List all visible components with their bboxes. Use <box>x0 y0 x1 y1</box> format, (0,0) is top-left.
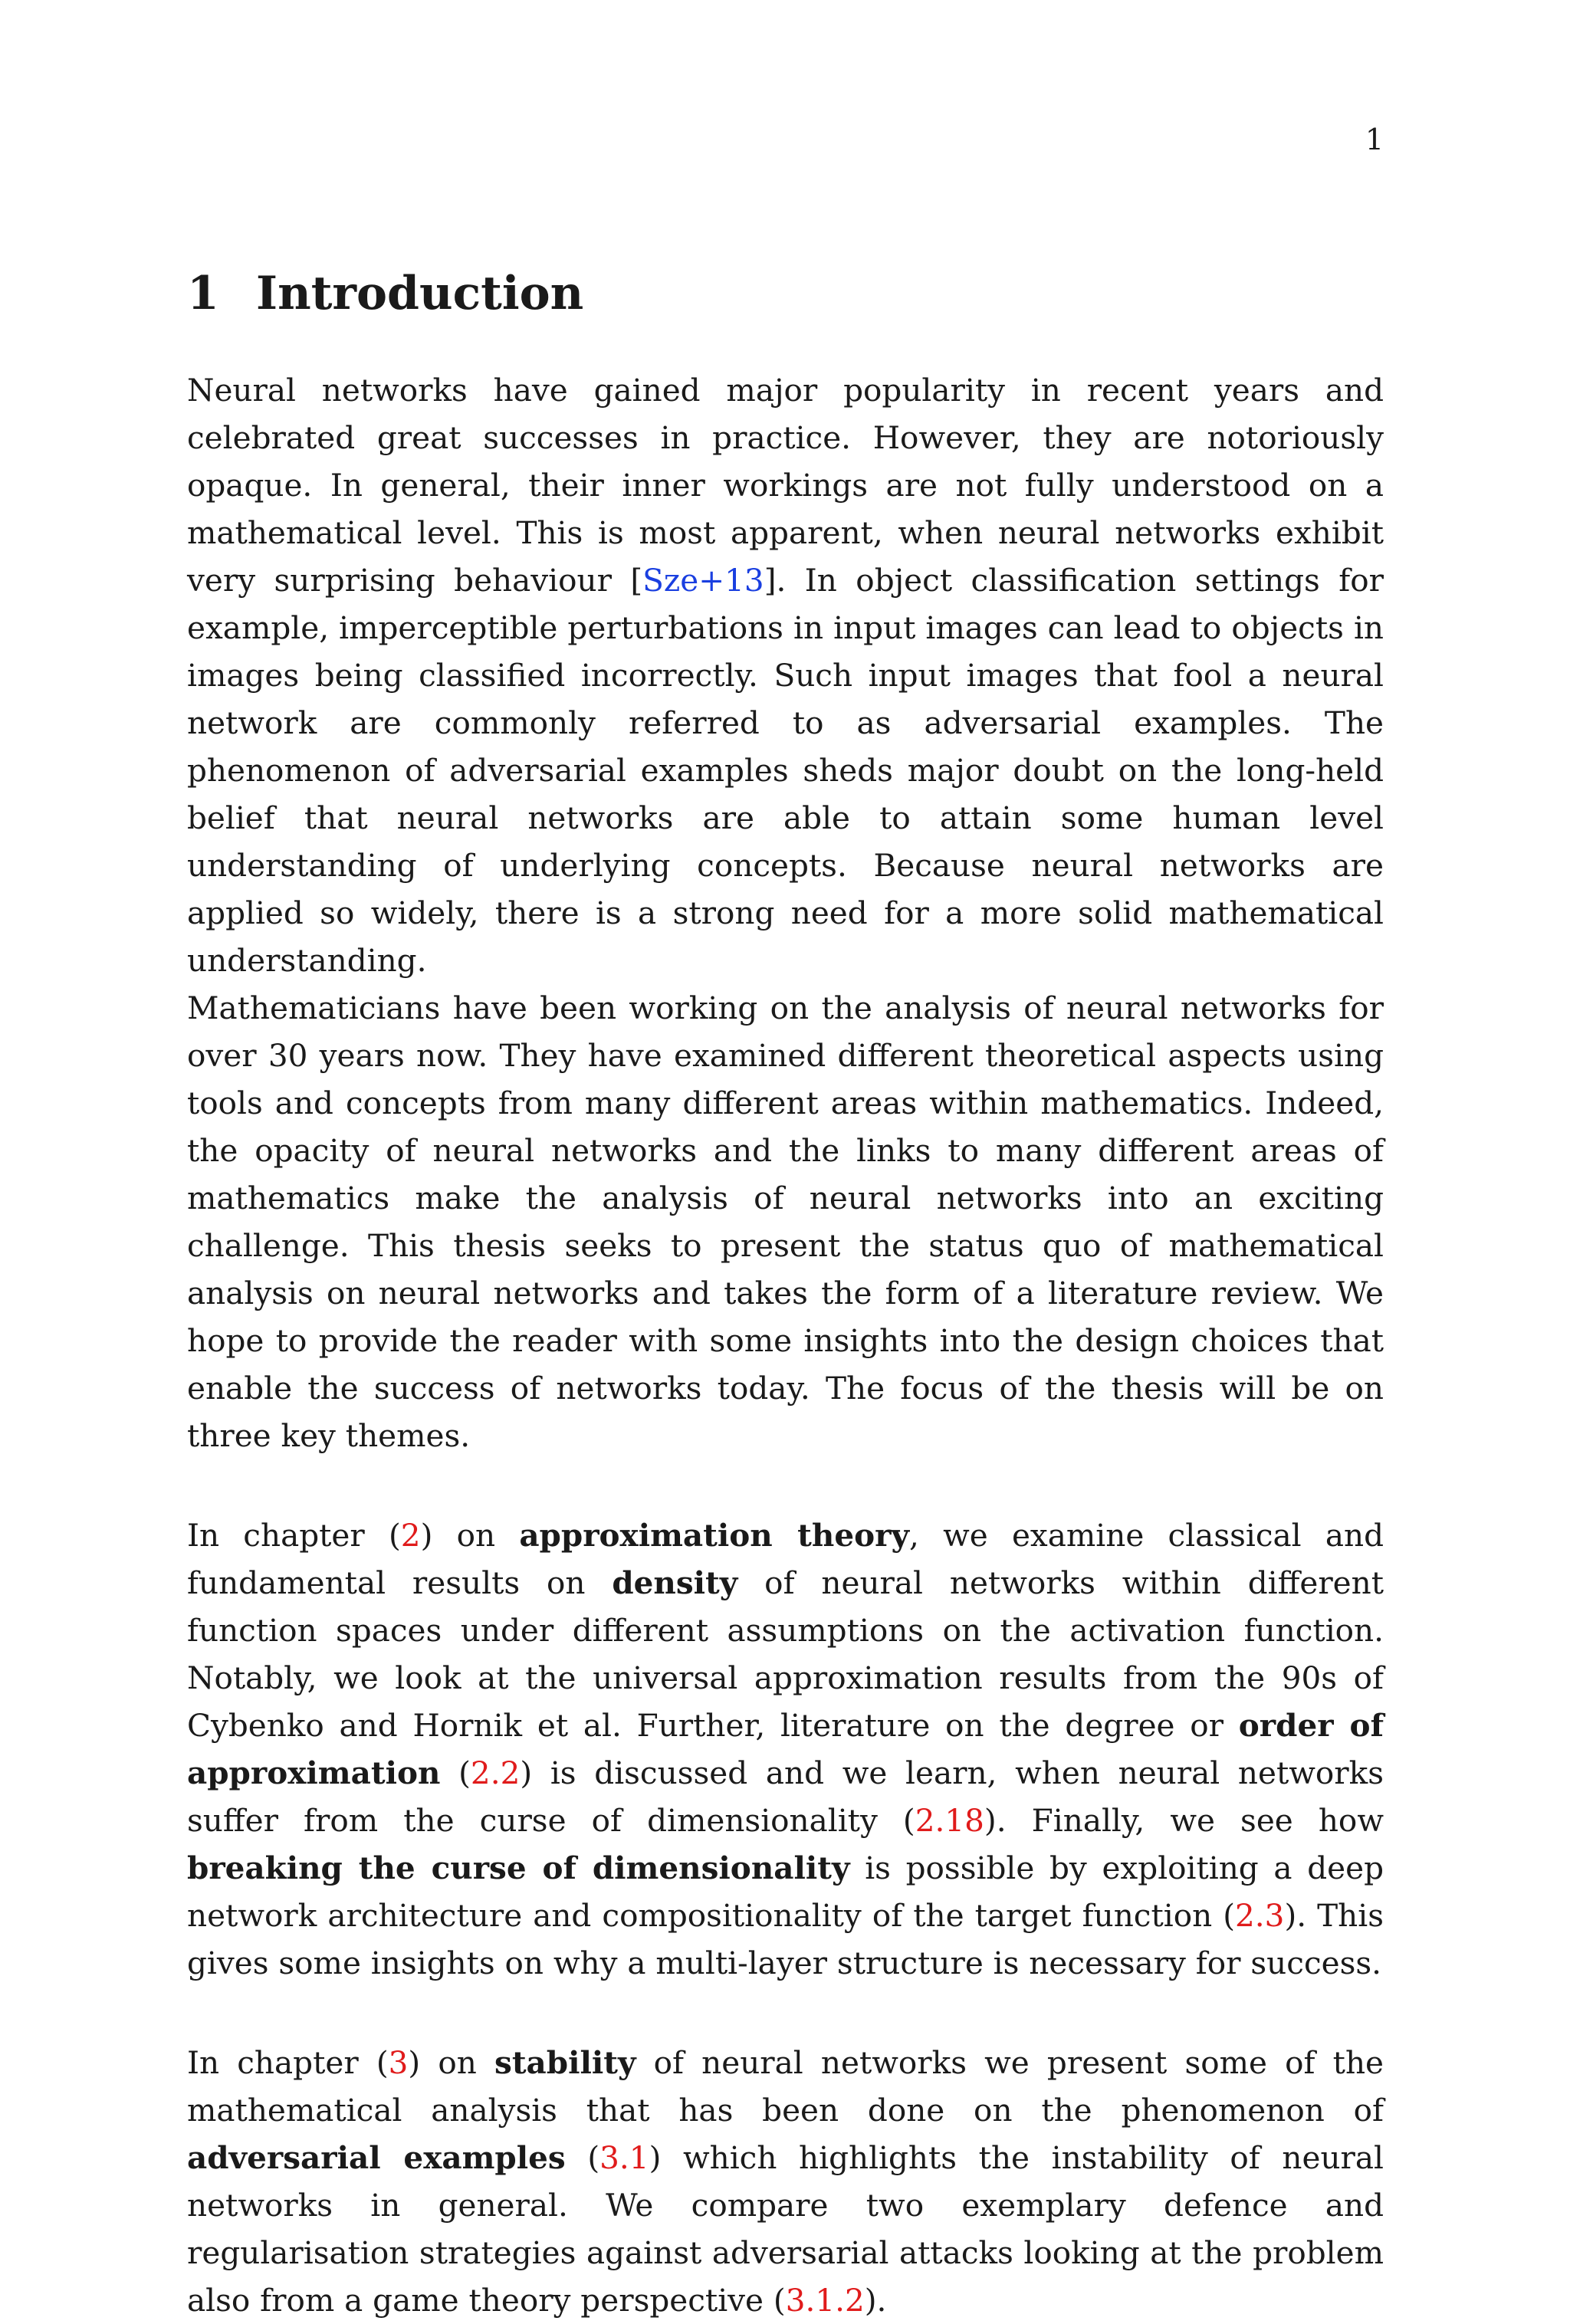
body-text <box>187 366 1384 2324</box>
bold-term: density <box>612 1564 738 1601</box>
text-run: Neural networks have gained major popularity in recent years and celebrated great successes in practice. However, they are notoriously opaque. In general, their inner workings are not fully understood on a mathematical level. This is most apparent, when neural networks exhibit very surprising behaviour [ <box>187 372 1384 599</box>
text-run: ) on <box>420 1517 520 1554</box>
page-number: 1 <box>1365 123 1384 156</box>
text-run: ). Finally, we see how <box>984 1802 1384 1839</box>
ref-link-chapter-2[interactable]: 2 <box>400 1517 421 1554</box>
paragraph-stability <box>187 2039 1384 2324</box>
text-run: ) on <box>408 2044 495 2081</box>
ref-link-chapter-3[interactable]: 3 <box>388 2044 409 2081</box>
text-run: Mathematicians have been working on the analysis of neural networks for over 30 years now. They have examined different theoretical aspects using tools and concepts from many different areas within mathematics. Indeed, the opacity of neural networks and the links to many different areas of mathematics make the analysis of neural networks into an exciting challenge. This thesis seeks to present the status quo of mathematical analysis on neural networks and takes the form of a literature review. We hope to provide the reader with some insights into the design choices that enable the success of networks today. The focus of the thesis will be on three key themes. <box>187 990 1384 1454</box>
ref-link-3-1-2[interactable]: 3.1.2 <box>785 2282 865 2319</box>
ref-link-2-2[interactable]: 2.2 <box>470 1754 521 1791</box>
text-run: , we examine classical and fundamental results on <box>187 1517 1384 1601</box>
citation-link-sze13[interactable]: Sze+13 <box>642 562 764 599</box>
section-number: 1 <box>187 267 219 320</box>
text-run: ( <box>440 1754 471 1791</box>
paragraph-motivation <box>187 366 1384 984</box>
section-heading <box>187 267 583 320</box>
ref-link-2-3[interactable]: 2.3 <box>1235 1897 1285 1934</box>
text-run: is possible by exploiting a deep network architecture and compositionality of the target function ( <box>187 1850 1384 1934</box>
text-run: In chapter ( <box>187 1517 401 1554</box>
text-run: ]. In object classification settings for example, imperceptible perturbations in input images can lead to objects in images being classified incorrectly. Such input images that fool a neural network are commonly referred to as adversarial examples. The phenomenon of adversarial examples sheds major doubt on the long-held belief that neural networks are able to attain some human level understanding of underlying concepts. Because neural networks are applied so widely, there is a strong need for a more solid mathematical understanding. <box>187 562 1384 979</box>
text-run: of neural networks we present some of the mathematical analysis that has been done on the phenomenon of <box>187 2044 1384 2129</box>
text-run: ). This gives some insights on why a multi-layer structure is necessary for success. <box>187 1897 1384 1981</box>
paragraph-approximation <box>187 1512 1384 1987</box>
bold-term: breaking the curse of dimensionality <box>187 1850 850 1886</box>
bold-term: adversarial examples <box>187 2139 566 2176</box>
text-run: ). <box>864 2282 887 2319</box>
text-run: of neural networks within different function spaces under different assumptions on the activation function. Notably, we look at the universal approximation results from the 90s of Cybenko and Hornik et al. Further, literature on the degree or <box>187 1564 1384 1744</box>
text-run: ) is discussed and we learn, when neural networks suffer from the curse of dimensionality ( <box>187 1754 1384 1839</box>
text-run: In chapter ( <box>187 2044 389 2081</box>
bold-term: order of approximation <box>187 1707 1384 1791</box>
bold-term: approximation theory <box>519 1517 909 1554</box>
section-title: Introduction <box>256 267 584 320</box>
text-run: ( <box>565 2139 600 2176</box>
ref-link-2-18[interactable]: 2.18 <box>915 1802 984 1839</box>
bold-term: stability <box>494 2044 636 2081</box>
paragraph-overview <box>187 984 1384 1459</box>
ref-link-3-1[interactable]: 3.1 <box>599 2139 649 2176</box>
text-run: ) which highlights the instability of neural networks in general. We compare two exemplary defence and regularisation strategies against adversarial attacks looking at the problem also from a game theory perspective ( <box>187 2139 1384 2319</box>
